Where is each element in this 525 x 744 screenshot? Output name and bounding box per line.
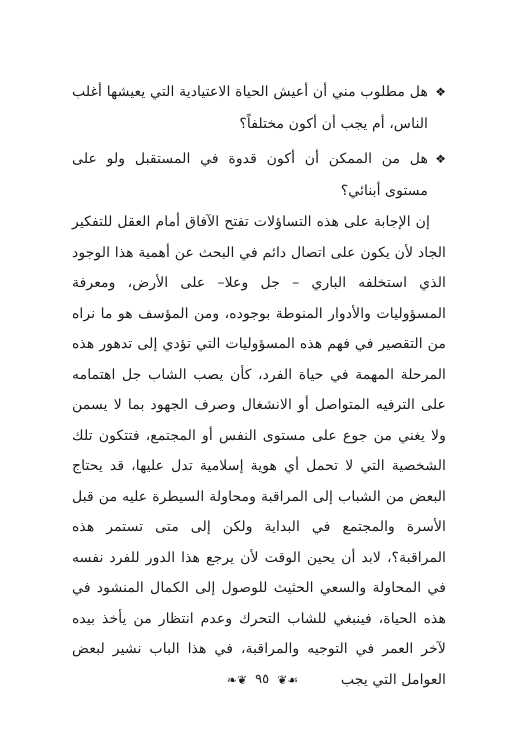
diamond-bullet-icon: ❖ [435,85,446,99]
page-number: ٩٥ [255,672,270,687]
question-text-1: هل مطلوب مني أن أعيش الحياة الاعتيادية التي يعيشها أغلب الناس، أم يجب أن أكون مختلفاً؟ [72,84,428,132]
ornament-right-icon: ☙❦ [277,672,299,687]
ornament-left-icon: ❦❧ [226,672,248,687]
question-bullet-1 [72,76,446,140]
diamond-bullet-icon: ❖ [435,152,446,166]
question-text-2: هل من الممكن أن أكون قدوة في المستقبل ولو على مستوى أبنائي؟ [72,151,428,199]
body-paragraph: إن الإجابة على هذه التساؤلات تفتح الآفاق أمام العقل للتفكير الجاد لأن يكون على اتصال دائم في البحث عن أهمية هذا الوجود الذي استخلفه الباري – جل وعلا– على الأرض، ومعرفة المسؤوليات والأدوار المنوطة بوجوده، ومن المؤسف هو ما نراه من التقصير في فهم هذه المسؤوليات التي تؤدي إلى تدهور هذه المرحلة المهمة في حياة الفرد، كأن يصب الشاب جل اهتمامه على الترفيه المتواصل أو الانشغال وصرف الجهود بما لا يسمن ولا يغني من جوع على مستوى النفس أو المجتمع، فتتكون تلك الشخصية التي لا تحمل أي هوية إسلامية تدل عليها، قد يحتاج البعض من الشباب إلى المراقبة ومحاولة السيطرة عليه من قبل الأسرة والمجتمع في البداية ولكن إلى متى تستمر هذه المراقبة؟، لابد أن يحين الوقت لأن يرجع هذا الدور للفرد نفسه في المحاولة والسعي الحثيث للوصول إلى الكمال المنشود في هذه الحياة، فينبغي للشاب التحرك وعدم انتظار من يأخذ بيده لآخر العمر في التوجيه والمراقبة، في هذا الباب نشير لبعض العوامل التي يجب [72,214,447,688]
page-footer [0,672,525,687]
question-bullet-2 [72,143,446,207]
